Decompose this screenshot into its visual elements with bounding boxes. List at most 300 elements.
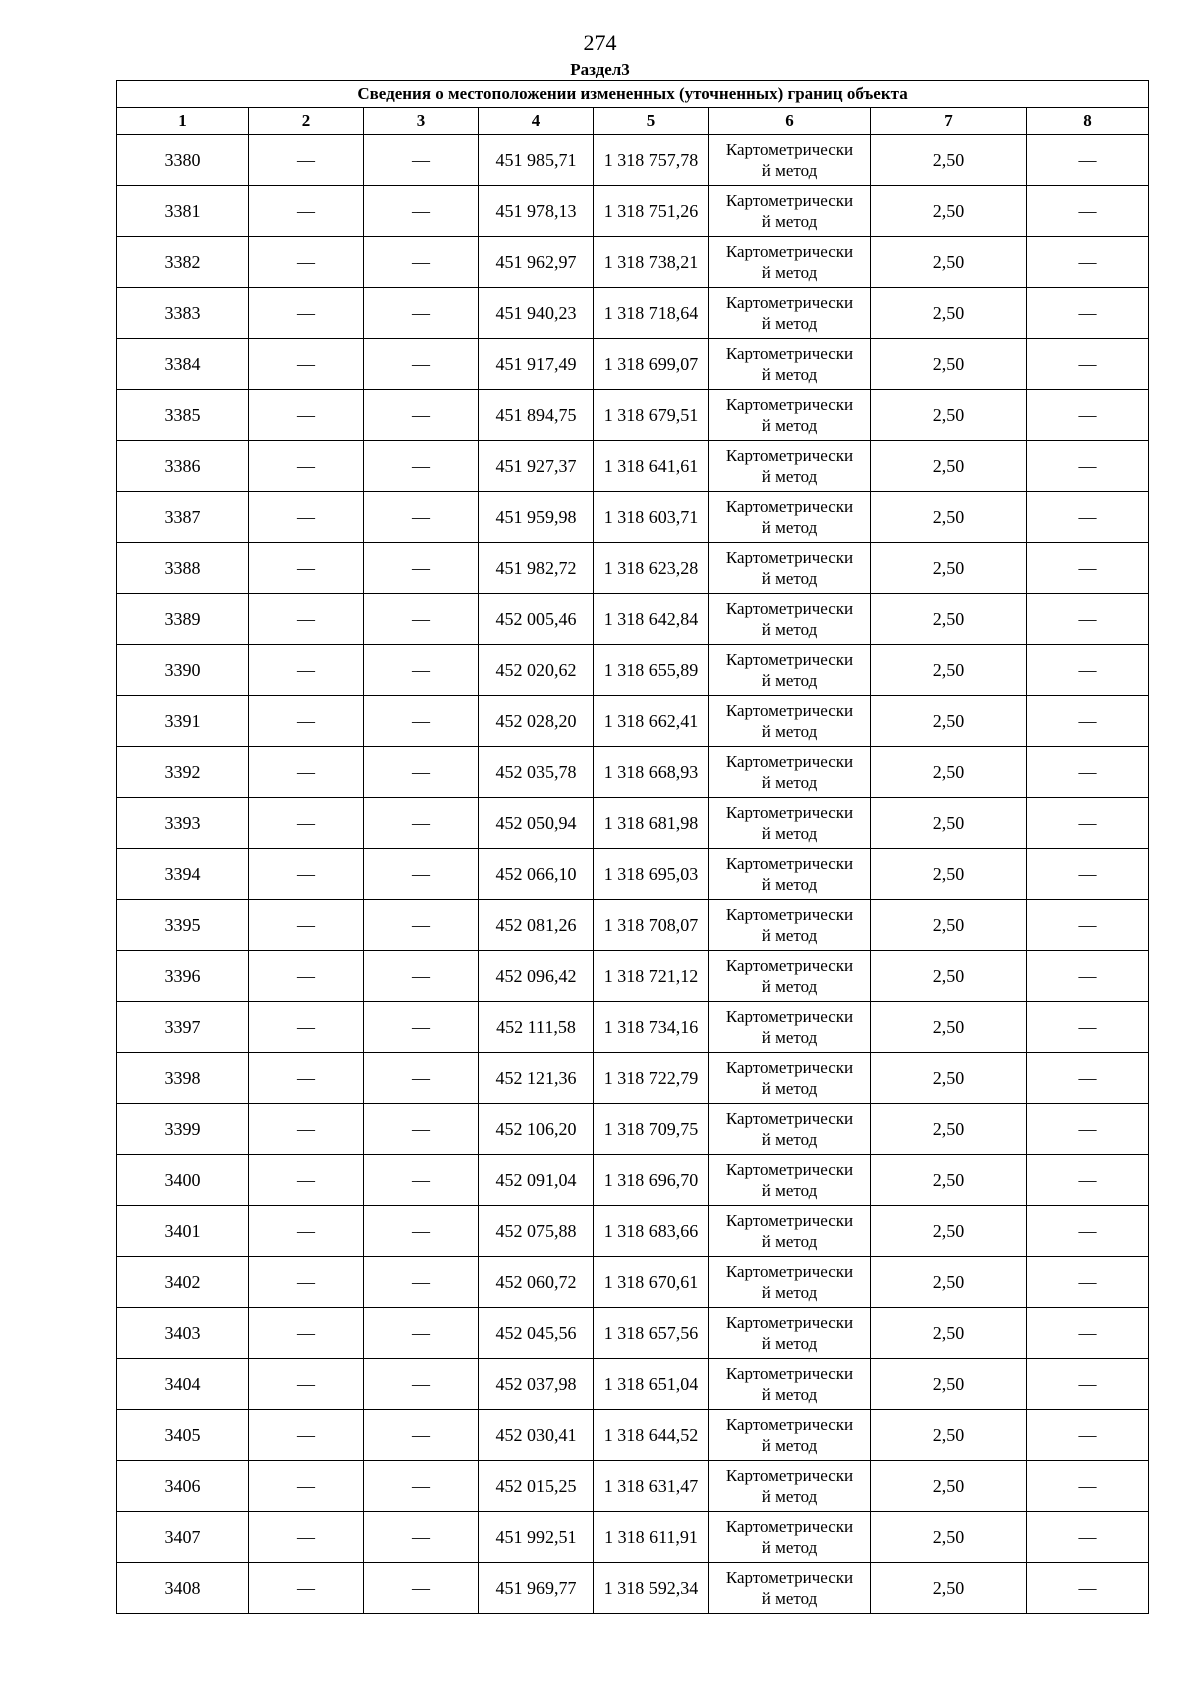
description-cell: — (1027, 1206, 1149, 1257)
x-coordinate-cell: 452 050,94 (479, 798, 594, 849)
method-line: Картометрически (725, 956, 854, 975)
old-x-cell: — (249, 1308, 364, 1359)
y-coordinate-cell: 1 318 738,21 (594, 237, 709, 288)
point-number-cell: 3398 (117, 1053, 249, 1104)
x-coordinate-cell: 452 045,56 (479, 1308, 594, 1359)
column-header-row (117, 108, 1149, 135)
point-number-cell: 3388 (117, 543, 249, 594)
description-cell: — (1027, 1563, 1149, 1614)
table-row (117, 798, 1149, 849)
old-x-cell: — (249, 1002, 364, 1053)
point-number-cell: 3408 (117, 1563, 249, 1614)
method-line: Картометрически (725, 854, 854, 873)
old-x-cell: — (249, 1359, 364, 1410)
old-y-cell: — (364, 747, 479, 798)
method-cell (709, 288, 871, 339)
old-y-cell: — (364, 135, 479, 186)
method-line: Картометрически (725, 1415, 854, 1434)
method-line: Картометрически (725, 1313, 854, 1332)
accuracy-cell: 2,50 (871, 951, 1027, 1002)
accuracy-cell: 2,50 (871, 1002, 1027, 1053)
method-line: й метод (761, 416, 818, 435)
method-line: й метод (761, 1028, 818, 1047)
method-line: Картометрически (725, 140, 854, 159)
table-body (117, 135, 1149, 1614)
old-x-cell: — (249, 1461, 364, 1512)
method-line: й метод (761, 1181, 818, 1200)
table-row (117, 1410, 1149, 1461)
y-coordinate-cell: 1 318 662,41 (594, 696, 709, 747)
x-coordinate-cell: 452 015,25 (479, 1461, 594, 1512)
description-cell: — (1027, 696, 1149, 747)
description-cell: — (1027, 594, 1149, 645)
x-coordinate-cell: 452 106,20 (479, 1104, 594, 1155)
method-line: Картометрически (725, 1007, 854, 1026)
point-number-cell: 3382 (117, 237, 249, 288)
column-header: 5 (594, 108, 709, 135)
old-y-cell: — (364, 543, 479, 594)
old-x-cell: — (249, 594, 364, 645)
point-number-cell: 3403 (117, 1308, 249, 1359)
description-cell: — (1027, 390, 1149, 441)
x-coordinate-cell: 452 037,98 (479, 1359, 594, 1410)
method-cell (709, 543, 871, 594)
x-coordinate-cell: 452 121,36 (479, 1053, 594, 1104)
old-x-cell: — (249, 288, 364, 339)
method-line: Картометрически (725, 1364, 854, 1383)
method-line: й метод (761, 467, 818, 486)
x-coordinate-cell: 451 962,97 (479, 237, 594, 288)
old-y-cell: — (364, 288, 479, 339)
page-number: 274 (583, 30, 617, 55)
point-number-cell: 3407 (117, 1512, 249, 1563)
description-cell: — (1027, 1512, 1149, 1563)
column-header: 4 (479, 108, 594, 135)
old-x-cell: — (249, 390, 364, 441)
description-cell: — (1027, 492, 1149, 543)
table-row (117, 186, 1149, 237)
old-y-cell: — (364, 339, 479, 390)
accuracy-cell: 2,50 (871, 1410, 1027, 1461)
old-y-cell: — (364, 849, 479, 900)
old-y-cell: — (364, 1563, 479, 1614)
description-cell: — (1027, 1308, 1149, 1359)
method-cell (709, 441, 871, 492)
description-cell: — (1027, 1002, 1149, 1053)
old-y-cell: — (364, 1053, 479, 1104)
old-x-cell: — (249, 798, 364, 849)
method-line: й метод (761, 1283, 818, 1302)
method-line: й метод (761, 977, 818, 996)
accuracy-cell: 2,50 (871, 849, 1027, 900)
y-coordinate-cell: 1 318 670,61 (594, 1257, 709, 1308)
y-coordinate-cell: 1 318 603,71 (594, 492, 709, 543)
method-line: й метод (761, 314, 818, 333)
old-x-cell: — (249, 1512, 364, 1563)
point-number-cell: 3406 (117, 1461, 249, 1512)
method-line: Картометрически (725, 1160, 854, 1179)
point-number-cell: 3397 (117, 1002, 249, 1053)
method-cell (709, 1563, 871, 1614)
method-cell (709, 237, 871, 288)
method-line: Картометрически (725, 1568, 854, 1587)
description-cell: — (1027, 1104, 1149, 1155)
y-coordinate-cell: 1 318 709,75 (594, 1104, 709, 1155)
table-row (117, 288, 1149, 339)
description-cell: — (1027, 951, 1149, 1002)
point-number-cell: 3390 (117, 645, 249, 696)
point-number-cell: 3387 (117, 492, 249, 543)
y-coordinate-cell: 1 318 718,64 (594, 288, 709, 339)
x-coordinate-cell: 452 035,78 (479, 747, 594, 798)
old-x-cell: — (249, 951, 364, 1002)
point-number-cell: 3385 (117, 390, 249, 441)
method-line: Картометрически (725, 395, 854, 414)
method-line: Картометрически (725, 548, 854, 567)
method-line: Картометрически (725, 905, 854, 924)
x-coordinate-cell: 452 005,46 (479, 594, 594, 645)
point-number-cell: 3391 (117, 696, 249, 747)
column-header: 3 (364, 108, 479, 135)
method-line: Картометрически (725, 1211, 854, 1230)
section-label: Раздел3 (570, 60, 630, 79)
table-row (117, 1053, 1149, 1104)
old-x-cell: — (249, 186, 364, 237)
description-cell: — (1027, 747, 1149, 798)
table-row (117, 543, 1149, 594)
method-cell (709, 135, 871, 186)
column-header: 6 (709, 108, 871, 135)
accuracy-cell: 2,50 (871, 288, 1027, 339)
x-coordinate-cell: 451 894,75 (479, 390, 594, 441)
y-coordinate-cell: 1 318 623,28 (594, 543, 709, 594)
y-coordinate-cell: 1 318 679,51 (594, 390, 709, 441)
accuracy-cell: 2,50 (871, 492, 1027, 543)
old-y-cell: — (364, 186, 479, 237)
method-cell (709, 1206, 871, 1257)
old-y-cell: — (364, 798, 479, 849)
method-line: й метод (761, 161, 818, 180)
method-line: й метод (761, 671, 818, 690)
method-line: Картометрически (725, 293, 854, 312)
description-cell: — (1027, 1257, 1149, 1308)
old-y-cell: — (364, 1104, 479, 1155)
method-line: й метод (761, 1079, 818, 1098)
method-cell (709, 798, 871, 849)
method-cell (709, 1308, 871, 1359)
method-line: й метод (761, 1130, 818, 1149)
old-x-cell: — (249, 1206, 364, 1257)
x-coordinate-cell: 452 060,72 (479, 1257, 594, 1308)
method-line: Картометрически (725, 242, 854, 261)
description-cell: — (1027, 1359, 1149, 1410)
method-line: Картометрически (725, 1466, 854, 1485)
y-coordinate-cell: 1 318 592,34 (594, 1563, 709, 1614)
table-row (117, 135, 1149, 186)
point-number-cell: 3402 (117, 1257, 249, 1308)
method-line: Картометрически (725, 1517, 854, 1536)
old-x-cell: — (249, 747, 364, 798)
table-row (117, 1308, 1149, 1359)
old-y-cell: — (364, 1002, 479, 1053)
old-x-cell: — (249, 543, 364, 594)
method-cell (709, 900, 871, 951)
method-line: Картометрически (725, 650, 854, 669)
x-coordinate-cell: 451 992,51 (479, 1512, 594, 1563)
description-cell: — (1027, 1461, 1149, 1512)
description-cell: — (1027, 288, 1149, 339)
method-cell (709, 339, 871, 390)
old-x-cell: — (249, 696, 364, 747)
y-coordinate-cell: 1 318 751,26 (594, 186, 709, 237)
description-cell: — (1027, 237, 1149, 288)
old-y-cell: — (364, 237, 479, 288)
old-y-cell: — (364, 390, 479, 441)
method-line: Картометрически (725, 344, 854, 363)
method-line: й метод (761, 1436, 818, 1455)
x-coordinate-cell: 452 111,58 (479, 1002, 594, 1053)
table-row (117, 1257, 1149, 1308)
x-coordinate-cell: 452 081,26 (479, 900, 594, 951)
y-coordinate-cell: 1 318 655,89 (594, 645, 709, 696)
point-number-cell: 3381 (117, 186, 249, 237)
method-cell (709, 1359, 871, 1410)
column-header: 8 (1027, 108, 1149, 135)
y-coordinate-cell: 1 318 641,61 (594, 441, 709, 492)
table-row (117, 951, 1149, 1002)
method-cell (709, 492, 871, 543)
description-cell: — (1027, 543, 1149, 594)
x-coordinate-cell: 451 940,23 (479, 288, 594, 339)
description-cell: — (1027, 645, 1149, 696)
method-cell (709, 1053, 871, 1104)
method-cell (709, 1104, 871, 1155)
method-cell (709, 951, 871, 1002)
y-coordinate-cell: 1 318 657,56 (594, 1308, 709, 1359)
accuracy-cell: 2,50 (871, 390, 1027, 441)
description-cell: — (1027, 849, 1149, 900)
x-coordinate-cell: 451 917,49 (479, 339, 594, 390)
old-x-cell: — (249, 900, 364, 951)
accuracy-cell: 2,50 (871, 594, 1027, 645)
old-y-cell: — (364, 1410, 479, 1461)
x-coordinate-cell: 452 075,88 (479, 1206, 594, 1257)
method-line: Картометрически (725, 701, 854, 720)
y-coordinate-cell: 1 318 721,12 (594, 951, 709, 1002)
method-cell (709, 186, 871, 237)
method-line: й метод (761, 1487, 818, 1506)
table-row (117, 594, 1149, 645)
point-number-cell: 3405 (117, 1410, 249, 1461)
y-coordinate-cell: 1 318 611,91 (594, 1512, 709, 1563)
table-row (117, 1512, 1149, 1563)
method-cell (709, 1155, 871, 1206)
accuracy-cell: 2,50 (871, 798, 1027, 849)
method-line: й метод (761, 875, 818, 894)
x-coordinate-cell: 451 982,72 (479, 543, 594, 594)
description-cell: — (1027, 900, 1149, 951)
method-line: й метод (761, 212, 818, 231)
method-line: й метод (761, 722, 818, 741)
method-cell (709, 1512, 871, 1563)
x-coordinate-cell: 451 959,98 (479, 492, 594, 543)
x-coordinate-cell: 451 978,13 (479, 186, 594, 237)
old-x-cell: — (249, 645, 364, 696)
accuracy-cell: 2,50 (871, 1206, 1027, 1257)
y-coordinate-cell: 1 318 734,16 (594, 1002, 709, 1053)
accuracy-cell: 2,50 (871, 186, 1027, 237)
column-header: 2 (249, 108, 364, 135)
old-x-cell: — (249, 492, 364, 543)
method-cell (709, 645, 871, 696)
old-x-cell: — (249, 1257, 364, 1308)
old-y-cell: — (364, 1308, 479, 1359)
old-x-cell: — (249, 1104, 364, 1155)
description-cell: — (1027, 135, 1149, 186)
x-coordinate-cell: 452 096,42 (479, 951, 594, 1002)
method-cell (709, 594, 871, 645)
column-header: 1 (117, 108, 249, 135)
accuracy-cell: 2,50 (871, 1155, 1027, 1206)
table-row (117, 747, 1149, 798)
y-coordinate-cell: 1 318 722,79 (594, 1053, 709, 1104)
accuracy-cell: 2,50 (871, 1053, 1027, 1104)
y-coordinate-cell: 1 318 668,93 (594, 747, 709, 798)
column-header: 7 (871, 108, 1027, 135)
method-line: Картометрически (725, 1058, 854, 1077)
old-x-cell: — (249, 237, 364, 288)
method-line: Картометрически (725, 497, 854, 516)
description-cell: — (1027, 1053, 1149, 1104)
point-number-cell: 3401 (117, 1206, 249, 1257)
method-cell (709, 1461, 871, 1512)
y-coordinate-cell: 1 318 696,70 (594, 1155, 709, 1206)
table-row (117, 645, 1149, 696)
method-cell (709, 696, 871, 747)
method-line: й метод (761, 365, 818, 384)
table-row (117, 1002, 1149, 1053)
old-x-cell: — (249, 441, 364, 492)
y-coordinate-cell: 1 318 644,52 (594, 1410, 709, 1461)
y-coordinate-cell: 1 318 695,03 (594, 849, 709, 900)
table-row (117, 1104, 1149, 1155)
point-number-cell: 3399 (117, 1104, 249, 1155)
method-line: й метод (761, 1589, 818, 1608)
point-number-cell: 3393 (117, 798, 249, 849)
accuracy-cell: 2,50 (871, 441, 1027, 492)
method-line: Картометрически (725, 599, 854, 618)
old-y-cell: — (364, 1461, 479, 1512)
y-coordinate-cell: 1 318 651,04 (594, 1359, 709, 1410)
method-line: й метод (761, 926, 818, 945)
accuracy-cell: 2,50 (871, 1461, 1027, 1512)
method-cell (709, 1410, 871, 1461)
x-coordinate-cell: 451 985,71 (479, 135, 594, 186)
accuracy-cell: 2,50 (871, 1308, 1027, 1359)
old-y-cell: — (364, 900, 479, 951)
table-row (117, 1563, 1149, 1614)
method-line: Картометрически (725, 803, 854, 822)
old-y-cell: — (364, 1206, 479, 1257)
y-coordinate-cell: 1 318 681,98 (594, 798, 709, 849)
y-coordinate-cell: 1 318 631,47 (594, 1461, 709, 1512)
table-caption: Сведения о местоположении измененных (уточненных) границ объекта (117, 81, 1149, 108)
description-cell: — (1027, 339, 1149, 390)
x-coordinate-cell: 452 091,04 (479, 1155, 594, 1206)
method-cell (709, 849, 871, 900)
point-number-cell: 3404 (117, 1359, 249, 1410)
method-line: й метод (761, 518, 818, 537)
table-row (117, 849, 1149, 900)
coordinates-table (116, 80, 1149, 1614)
old-y-cell: — (364, 594, 479, 645)
method-line: й метод (761, 1232, 818, 1251)
accuracy-cell: 2,50 (871, 1104, 1027, 1155)
x-coordinate-cell: 451 969,77 (479, 1563, 594, 1614)
method-cell (709, 390, 871, 441)
description-cell: — (1027, 186, 1149, 237)
y-coordinate-cell: 1 318 757,78 (594, 135, 709, 186)
old-y-cell: — (364, 696, 479, 747)
x-coordinate-cell: 452 028,20 (479, 696, 594, 747)
old-x-cell: — (249, 849, 364, 900)
old-y-cell: — (364, 1359, 479, 1410)
old-x-cell: — (249, 1155, 364, 1206)
method-line: й метод (761, 824, 818, 843)
table-row (117, 1359, 1149, 1410)
method-line: й метод (761, 569, 818, 588)
accuracy-cell: 2,50 (871, 1512, 1027, 1563)
table-row (117, 1461, 1149, 1512)
old-y-cell: — (364, 1155, 479, 1206)
accuracy-cell: 2,50 (871, 645, 1027, 696)
point-number-cell: 3396 (117, 951, 249, 1002)
method-line: й метод (761, 1538, 818, 1557)
point-number-cell: 3394 (117, 849, 249, 900)
point-number-cell: 3383 (117, 288, 249, 339)
old-x-cell: — (249, 1410, 364, 1461)
point-number-cell: 3389 (117, 594, 249, 645)
old-y-cell: — (364, 441, 479, 492)
accuracy-cell: 2,50 (871, 339, 1027, 390)
table-row (117, 441, 1149, 492)
accuracy-cell: 2,50 (871, 543, 1027, 594)
method-line: Картометрически (725, 1109, 854, 1128)
x-coordinate-cell: 451 927,37 (479, 441, 594, 492)
method-line: Картометрически (725, 1262, 854, 1281)
old-y-cell: — (364, 951, 479, 1002)
point-number-cell: 3386 (117, 441, 249, 492)
table-row (117, 492, 1149, 543)
table-row (117, 237, 1149, 288)
method-cell (709, 1257, 871, 1308)
table-row (117, 1206, 1149, 1257)
table-row (117, 390, 1149, 441)
x-coordinate-cell: 452 030,41 (479, 1410, 594, 1461)
point-number-cell: 3392 (117, 747, 249, 798)
accuracy-cell: 2,50 (871, 135, 1027, 186)
description-cell: — (1027, 798, 1149, 849)
description-cell: — (1027, 1155, 1149, 1206)
point-number-cell: 3400 (117, 1155, 249, 1206)
old-x-cell: — (249, 1563, 364, 1614)
y-coordinate-cell: 1 318 708,07 (594, 900, 709, 951)
accuracy-cell: 2,50 (871, 1359, 1027, 1410)
method-line: й метод (761, 1334, 818, 1353)
method-line: Картометрически (725, 446, 854, 465)
old-y-cell: — (364, 1257, 479, 1308)
method-line: Картометрически (725, 191, 854, 210)
